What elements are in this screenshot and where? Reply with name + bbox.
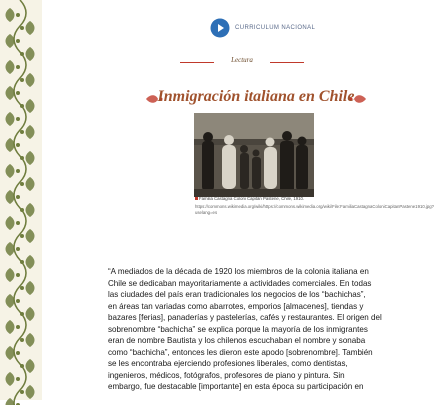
leaf-icon (6, 346, 21, 360)
leaf-icon (6, 60, 21, 74)
leaf-icon (6, 34, 21, 48)
logo-text: CURRICULUM NACIONAL (235, 25, 316, 31)
leaf-icon (6, 138, 21, 152)
section-label-block (176, 56, 308, 68)
body-line: eran de nombre Bautista y los chilenos escuchaban el nombre y sonaba (108, 336, 366, 345)
leaf-icon (6, 86, 21, 100)
body-line: “A mediados de la década de 1920 los miembros de la colonia italiana en (108, 267, 369, 276)
leaf-icon (6, 398, 21, 405)
leaf-icon (6, 372, 21, 386)
section-label: Lectura (231, 56, 253, 64)
decorative-vine-border (0, 0, 42, 400)
play-logo-icon (210, 18, 230, 38)
photo-source-url: https://commons.wikimedia.org/wiki/https://commons.wikimedia.org/wiki/File:FamiliaCastagnaColoniCapitanPastene1910.jpg?uselang=es (195, 204, 434, 215)
leaf-icon (6, 268, 21, 282)
leaf-icon (6, 320, 21, 334)
document-page (42, 0, 434, 400)
vine-stem (14, 0, 26, 405)
leaf-icon (6, 216, 21, 230)
body-line: embargo, fue destacable [importante] en esta época su participación en (108, 382, 364, 391)
vine-pattern (0, 0, 42, 400)
body-line: se les encontraba ejerciendo profesiones liberales, como dentistas, (108, 359, 348, 368)
leaf-icon (6, 112, 21, 126)
article-body (108, 266, 393, 393)
caption-bullet-icon (195, 197, 198, 200)
body-line: las ciudades del país eran tradicionales los negocios de los “bachichas”, (108, 290, 366, 299)
body-line: sobrenombre “bachicha” se explica porque la mayoría de los inmigrantes (108, 324, 368, 334)
leaf-icon (6, 294, 21, 308)
leaf-icon (6, 242, 21, 256)
family-photo-image (194, 113, 314, 197)
body-line: como “bachicha”, entonces les dieron este apodo [sobrenombre]. También (108, 347, 373, 357)
curriculum-logo (210, 18, 315, 38)
article-title-block (142, 86, 370, 112)
photo-caption-block (195, 196, 434, 215)
article-title: Inmigración italiana en Chile (157, 88, 355, 105)
photo-caption: Familia Castagna Coloni Capitán Pastene, Chile, 1910. (199, 196, 305, 201)
body-line: ingenieros, médicos, fotógrafos, profesores de piano y pintura. Sin (108, 370, 345, 380)
leaf-icon (6, 190, 21, 204)
body-line: bazares [ferias], panaderías y pastelerías, cafés y restaurantes. El origen del (108, 313, 382, 322)
leaf-icon (6, 164, 21, 178)
body-line: Chile se dedicaban mayoritariamente a actividades comerciales. En todas (108, 278, 372, 288)
body-line: en áreas tan variadas como abarrotes, emporios [almacenes], tiendas y (108, 301, 364, 311)
leaf-icon (6, 8, 21, 22)
family-photo (194, 113, 314, 197)
